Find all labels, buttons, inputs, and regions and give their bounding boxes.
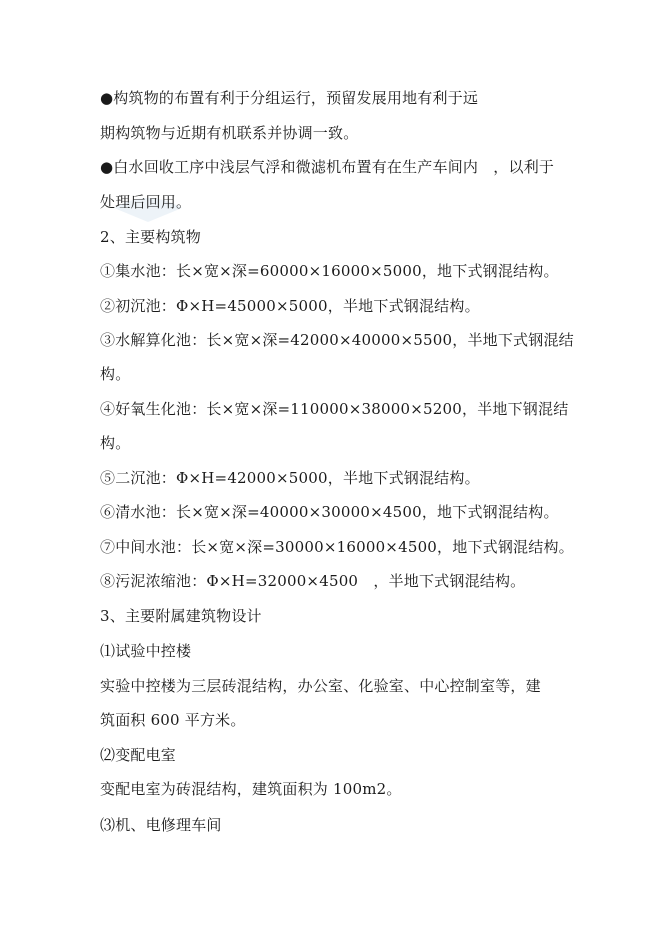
text-line: ②初沉池：Φ×H=45000×5000，半地下式钢混结构。: [100, 297, 480, 315]
section-heading: 2、主要构筑物: [100, 228, 201, 246]
subsection-heading: ⑵变配电室: [100, 746, 177, 764]
text-line: ⑧污泥浓缩池：Φ×H=32000×4500 ，半地下式钢混结构。: [100, 572, 526, 590]
text-line: 处理后回用。: [100, 193, 192, 211]
text-line: 筑面积 600 平方米。: [100, 711, 246, 729]
text-line: 构。: [100, 434, 131, 452]
text-line: 构。: [100, 365, 131, 383]
text-line: ④好氧生化池：长×宽×深=110000×38000×5200，半地下钢混结: [100, 400, 569, 418]
text-line: ⑥清水池：长×宽×深=40000×30000×4500，地下式钢混结构。: [100, 503, 559, 521]
subsection-heading: ⑶机、电修理车间: [100, 816, 222, 834]
text-line: ⑦中间水池：长×宽×深=30000×16000×4500，地下式钢混结构。: [100, 538, 574, 556]
text-line: 实验中控楼为三层砖混结构，办公室、化验室、中心控制室等，建: [100, 677, 541, 695]
text-line: 期构筑物与近期有机联系并协调一致。: [100, 124, 359, 142]
text-line: ●构筑物的布置有利于分组运行，预留发展用地有利于远: [100, 89, 479, 107]
text-line: ⑤二沉池：Φ×H=42000×5000，半地下式钢混结构。: [100, 469, 480, 487]
subsection-heading: ⑴试验中控楼: [100, 642, 192, 660]
text-line: 变配电室为砖混结构，建筑面积为 100m2。: [100, 780, 402, 798]
text-line: ①集水池：长×宽×深=60000×16000×5000，地下式钢混结构。: [100, 262, 559, 280]
text-line: ●白水回收工序中浅层气浮和微滤机布置有在生产车间内 ，以利于: [100, 158, 555, 176]
text-line: ③水解算化池：长×宽×深=42000×40000×5500，半地下式钢混结: [100, 331, 574, 349]
section-heading: 3、主要附属建筑物设计: [100, 607, 262, 625]
